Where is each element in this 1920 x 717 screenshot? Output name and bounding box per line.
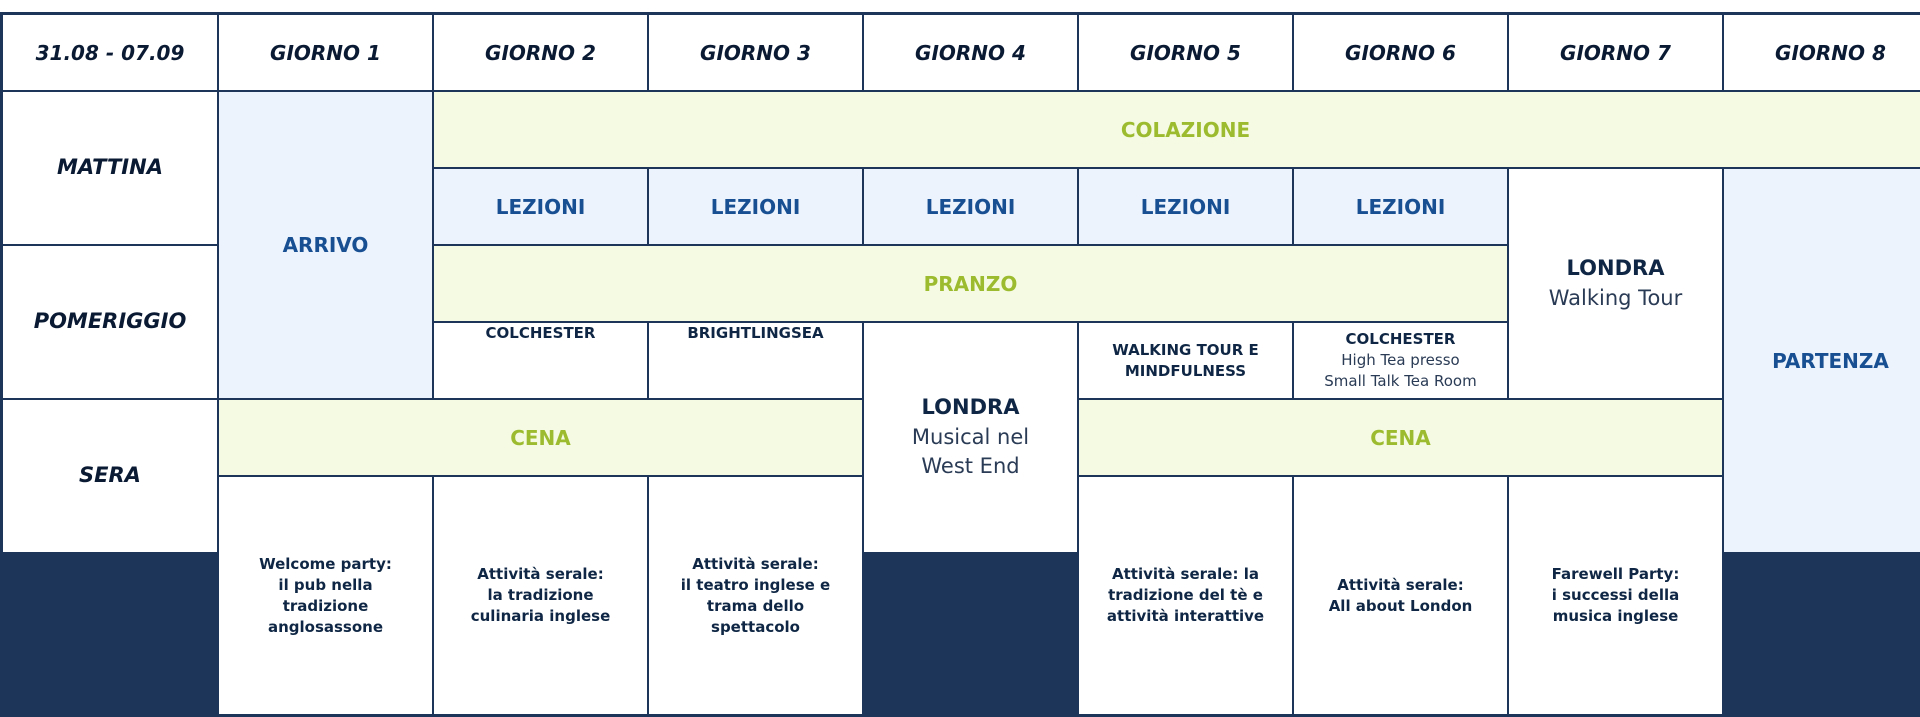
- evening-day5-text: Attività serale: la tradizione del tè e attività interattive: [1106, 565, 1265, 625]
- header-day-1: GIORNO 1: [219, 15, 432, 90]
- afternoon-day6-sub: High Tea presso Small Talk Tea Room: [1324, 351, 1477, 390]
- evening-day6: [1294, 477, 1507, 714]
- header-dates: 31.08 - 07.09: [3, 15, 217, 90]
- evening-day7: [1509, 477, 1722, 714]
- header-day-8: GIORNO 8: [1724, 15, 1920, 90]
- lessons-day6: LEZIONI: [1294, 169, 1507, 244]
- lessons-day4: LEZIONI: [864, 169, 1077, 244]
- day1-arrival: ARRIVO: [219, 92, 432, 398]
- afternoon-day5-text: WALKING TOUR E MINDFULNESS: [1112, 340, 1259, 380]
- period-morning: MATTINA: [3, 92, 217, 244]
- dinner-band-right: CENA: [1079, 400, 1722, 475]
- afternoon-day6: [1294, 323, 1507, 398]
- evening-day1-text: Welcome party: il pub nella tradizione anglosassone: [259, 554, 392, 636]
- dinner-band-left: CENA: [219, 400, 862, 475]
- afternoon-day2: COLCHESTER: [434, 323, 647, 398]
- day7-london: [1509, 169, 1722, 398]
- day8-departure: PARTENZA: [1724, 169, 1920, 552]
- header-day-4: GIORNO 4: [864, 15, 1077, 90]
- afternoon-day6-title: COLCHESTER: [1345, 330, 1456, 348]
- header-day-3: GIORNO 3: [649, 15, 862, 90]
- header-day-7: GIORNO 7: [1509, 15, 1722, 90]
- evening-day3: [649, 477, 862, 714]
- evening-day1: [219, 477, 432, 714]
- header-day-6: GIORNO 6: [1294, 15, 1507, 90]
- lessons-day3: LEZIONI: [649, 169, 862, 244]
- day7-london-sub: Walking Tour: [1548, 285, 1683, 310]
- day4-london: [864, 323, 1077, 552]
- period-evening: SERA: [3, 400, 217, 552]
- schedule-table: [0, 12, 1920, 717]
- evening-day6-text: Attività serale: All about London: [1328, 575, 1473, 615]
- evening-day2: [434, 477, 647, 714]
- day4-london-title: LONDRA: [921, 395, 1020, 420]
- breakfast-band: COLAZIONE: [434, 92, 1920, 167]
- afternoon-day5: [1079, 323, 1292, 398]
- period-afternoon: POMERIGGIO: [3, 246, 217, 398]
- day7-london-title: LONDRA: [1566, 256, 1665, 281]
- day4-london-sub: Musical nel West End: [911, 424, 1030, 479]
- lessons-day5: LEZIONI: [1079, 169, 1292, 244]
- evening-day7-text: Farewell Party: i successi della musica inglese: [1551, 565, 1680, 625]
- evening-day5: [1079, 477, 1292, 714]
- header-day-2: GIORNO 2: [434, 15, 647, 90]
- lessons-day2: LEZIONI: [434, 169, 647, 244]
- evening-day3-text: Attività serale: il teatro inglese e trama dello spettacolo: [680, 554, 831, 636]
- lunch-band: PRANZO: [434, 246, 1507, 321]
- evening-day2-text: Attività serale: la tradizione culinaria inglese: [470, 565, 611, 625]
- afternoon-day3: BRIGHTLINGSEA: [649, 323, 862, 398]
- header-day-5: GIORNO 5: [1079, 15, 1292, 90]
